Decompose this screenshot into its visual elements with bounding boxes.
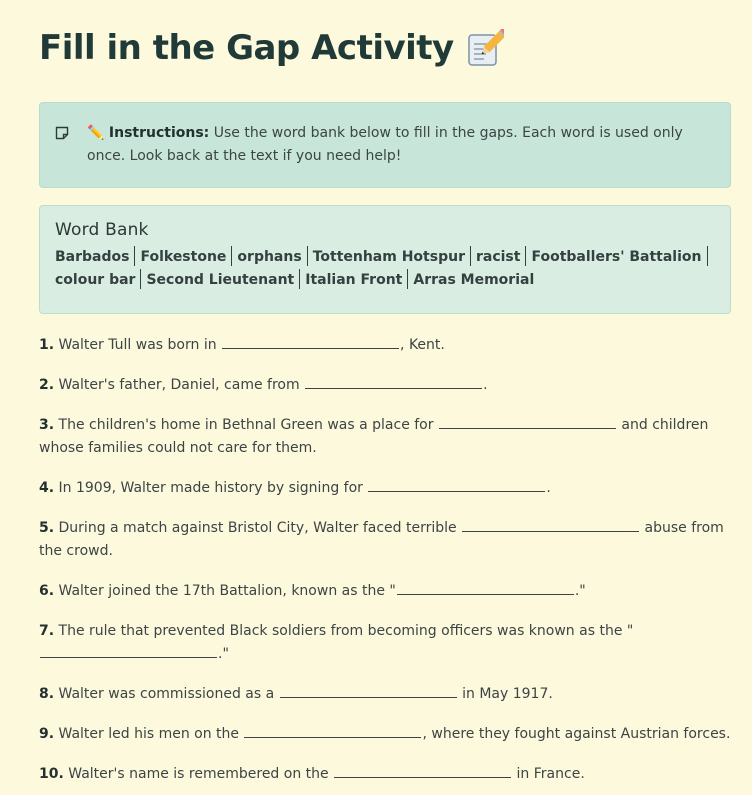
question-number: 4.: [39, 480, 55, 496]
question-number: 9.: [39, 726, 55, 742]
question-text: Walter was commissioned as a: [58, 686, 275, 702]
question-text-after: .: [483, 377, 488, 393]
word-item: Tottenham Hotspur: [312, 249, 465, 265]
word-item: orphans: [237, 249, 302, 265]
answer-blank[interactable]: [439, 414, 616, 429]
question-text: The children's home in Bethnal Green was a place for: [58, 417, 434, 433]
instructions-content: [87, 122, 690, 165]
answer-blank[interactable]: [244, 723, 421, 738]
answer-blank[interactable]: [280, 683, 457, 698]
word-item: Second Lieutenant: [146, 272, 295, 288]
word-item: racist: [475, 249, 521, 265]
answer-blank[interactable]: [305, 374, 482, 389]
question-number: 5.: [39, 520, 55, 536]
question-item: [39, 374, 731, 397]
question-text: The rule that prevented Black soldiers from becoming officers was known as the ": [58, 623, 634, 639]
question-text-after: , Kent.: [400, 337, 445, 353]
word-item: Folkestone: [140, 249, 227, 265]
answer-blank[interactable]: [334, 763, 511, 778]
question-text: During a match against Bristol City, Walter faced terrible: [58, 520, 457, 536]
question-number: 3.: [39, 417, 55, 433]
question-text-after: abuse from the crowd.: [39, 520, 724, 559]
word-bank-heading: Word Bank: [55, 220, 149, 240]
question-item: [39, 477, 731, 500]
question-list: [39, 334, 731, 786]
instructions-text: Use the word bank below to fill in the gaps. Each word is used only once. Look back at the text if you need help!: [87, 125, 683, 164]
question-number: 10.: [39, 766, 64, 782]
question-item: [39, 414, 731, 460]
pencil-icon: ✏️: [87, 125, 105, 141]
question-number: 7.: [39, 623, 55, 639]
page-title: [39, 26, 731, 70]
question-text-after: , where they fought against Austrian forces.: [422, 726, 731, 742]
memo-pencil-icon: [466, 29, 504, 67]
word-item: Italian Front: [305, 272, 403, 288]
question-number: 2.: [39, 377, 55, 393]
question-number: 8.: [39, 686, 55, 702]
question-item: [39, 580, 731, 603]
question-item: [39, 517, 731, 563]
question-text-after: .": [574, 583, 586, 599]
word-item: Arras Memorial: [413, 272, 535, 288]
question-text-after: in France.: [516, 766, 585, 782]
word-bank-list: [55, 246, 715, 292]
answer-blank[interactable]: [462, 517, 639, 532]
question-item: [39, 763, 731, 786]
question-text-after: .: [546, 480, 551, 496]
question-number: 6.: [39, 583, 55, 599]
instructions-label: Instructions:: [108, 125, 210, 141]
word-item: colour bar: [55, 272, 136, 288]
word-item: Footballers' Battalion: [531, 249, 702, 265]
question-item: [39, 723, 731, 746]
question-text: Walter joined the 17th Battalion, known as the ": [58, 583, 396, 599]
question-text: In 1909, Walter made history by signing for: [58, 480, 363, 496]
question-text: Walter's name is remembered on the: [68, 766, 329, 782]
word-bank: [39, 205, 731, 314]
question-number: 1.: [39, 337, 55, 353]
question-text: Walter led his men on the: [58, 726, 240, 742]
answer-blank[interactable]: [40, 643, 217, 658]
word-item: Barbados: [55, 249, 130, 265]
question-text: Walter Tull was born in: [58, 337, 217, 353]
answer-blank[interactable]: [222, 334, 399, 349]
question-text-after: in May 1917.: [462, 686, 553, 702]
note-icon: [55, 125, 71, 165]
question-item: [39, 334, 731, 357]
answer-blank[interactable]: [368, 477, 545, 492]
question-text-after: .": [218, 646, 229, 662]
question-text-after: and children whose families could not care for them.: [39, 417, 709, 456]
page-title-text: Fill in the Gap Activity: [39, 28, 454, 68]
question-text: Walter's father, Daniel, came from: [58, 377, 300, 393]
answer-blank[interactable]: [397, 580, 574, 595]
question-item: [39, 620, 731, 666]
question-item: [39, 683, 731, 706]
instructions-box: [39, 102, 731, 188]
